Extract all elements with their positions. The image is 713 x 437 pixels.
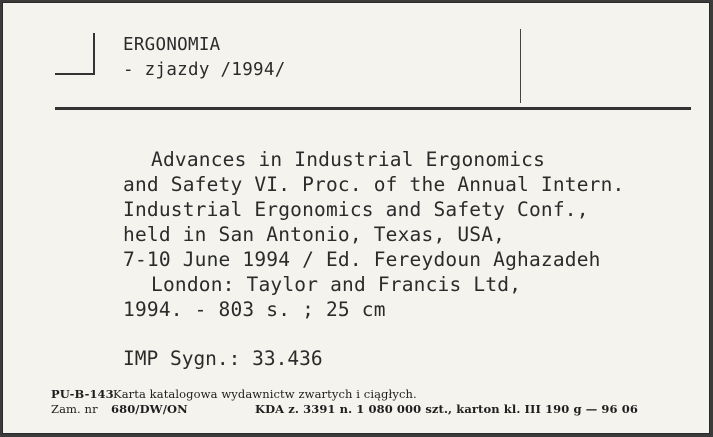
- catalog-card: [2, 2, 710, 434]
- corner-mark-vertical: [93, 33, 95, 75]
- entry-line-3: Industrial Ergonomics and Safety Conf.,: [123, 198, 589, 221]
- entry-line-6: London: Taylor and Francis Ltd,: [151, 273, 522, 296]
- order-number: 680/DW/ON: [111, 402, 188, 416]
- form-title: Karta katalogowa wydawnictw zwartych i ciągłych.: [113, 387, 417, 401]
- corner-mark-horizontal: [55, 73, 95, 75]
- call-number: IMP Sygn.: 33.436: [123, 347, 323, 370]
- entry-line-1: Advances in Industrial Ergonomics: [151, 148, 546, 171]
- heading-rule: [55, 107, 691, 110]
- entry-line-4: held in San Antonio, Texas, USA,: [123, 223, 506, 246]
- entry-line-7: 1994. - 803 s. ; 25 cm: [123, 298, 386, 321]
- subject-heading: ERGONOMIA: [123, 35, 221, 55]
- header-divider: [520, 29, 521, 103]
- entry-line-5: 7-10 June 1994 / Ed. Fereydoun Aghazadeh: [123, 248, 601, 271]
- form-code: PU-B-143: [51, 387, 114, 401]
- subject-subdivision: - zjazdy /1994/: [123, 60, 286, 80]
- print-info: KDA z. 3391 n. 1 080 000 szt., karton kl. III 190 g — 96 06: [255, 402, 638, 416]
- order-label: Zam. nr: [51, 402, 98, 416]
- entry-line-2: and Safety VI. Proc. of the Annual Intern.: [123, 173, 625, 196]
